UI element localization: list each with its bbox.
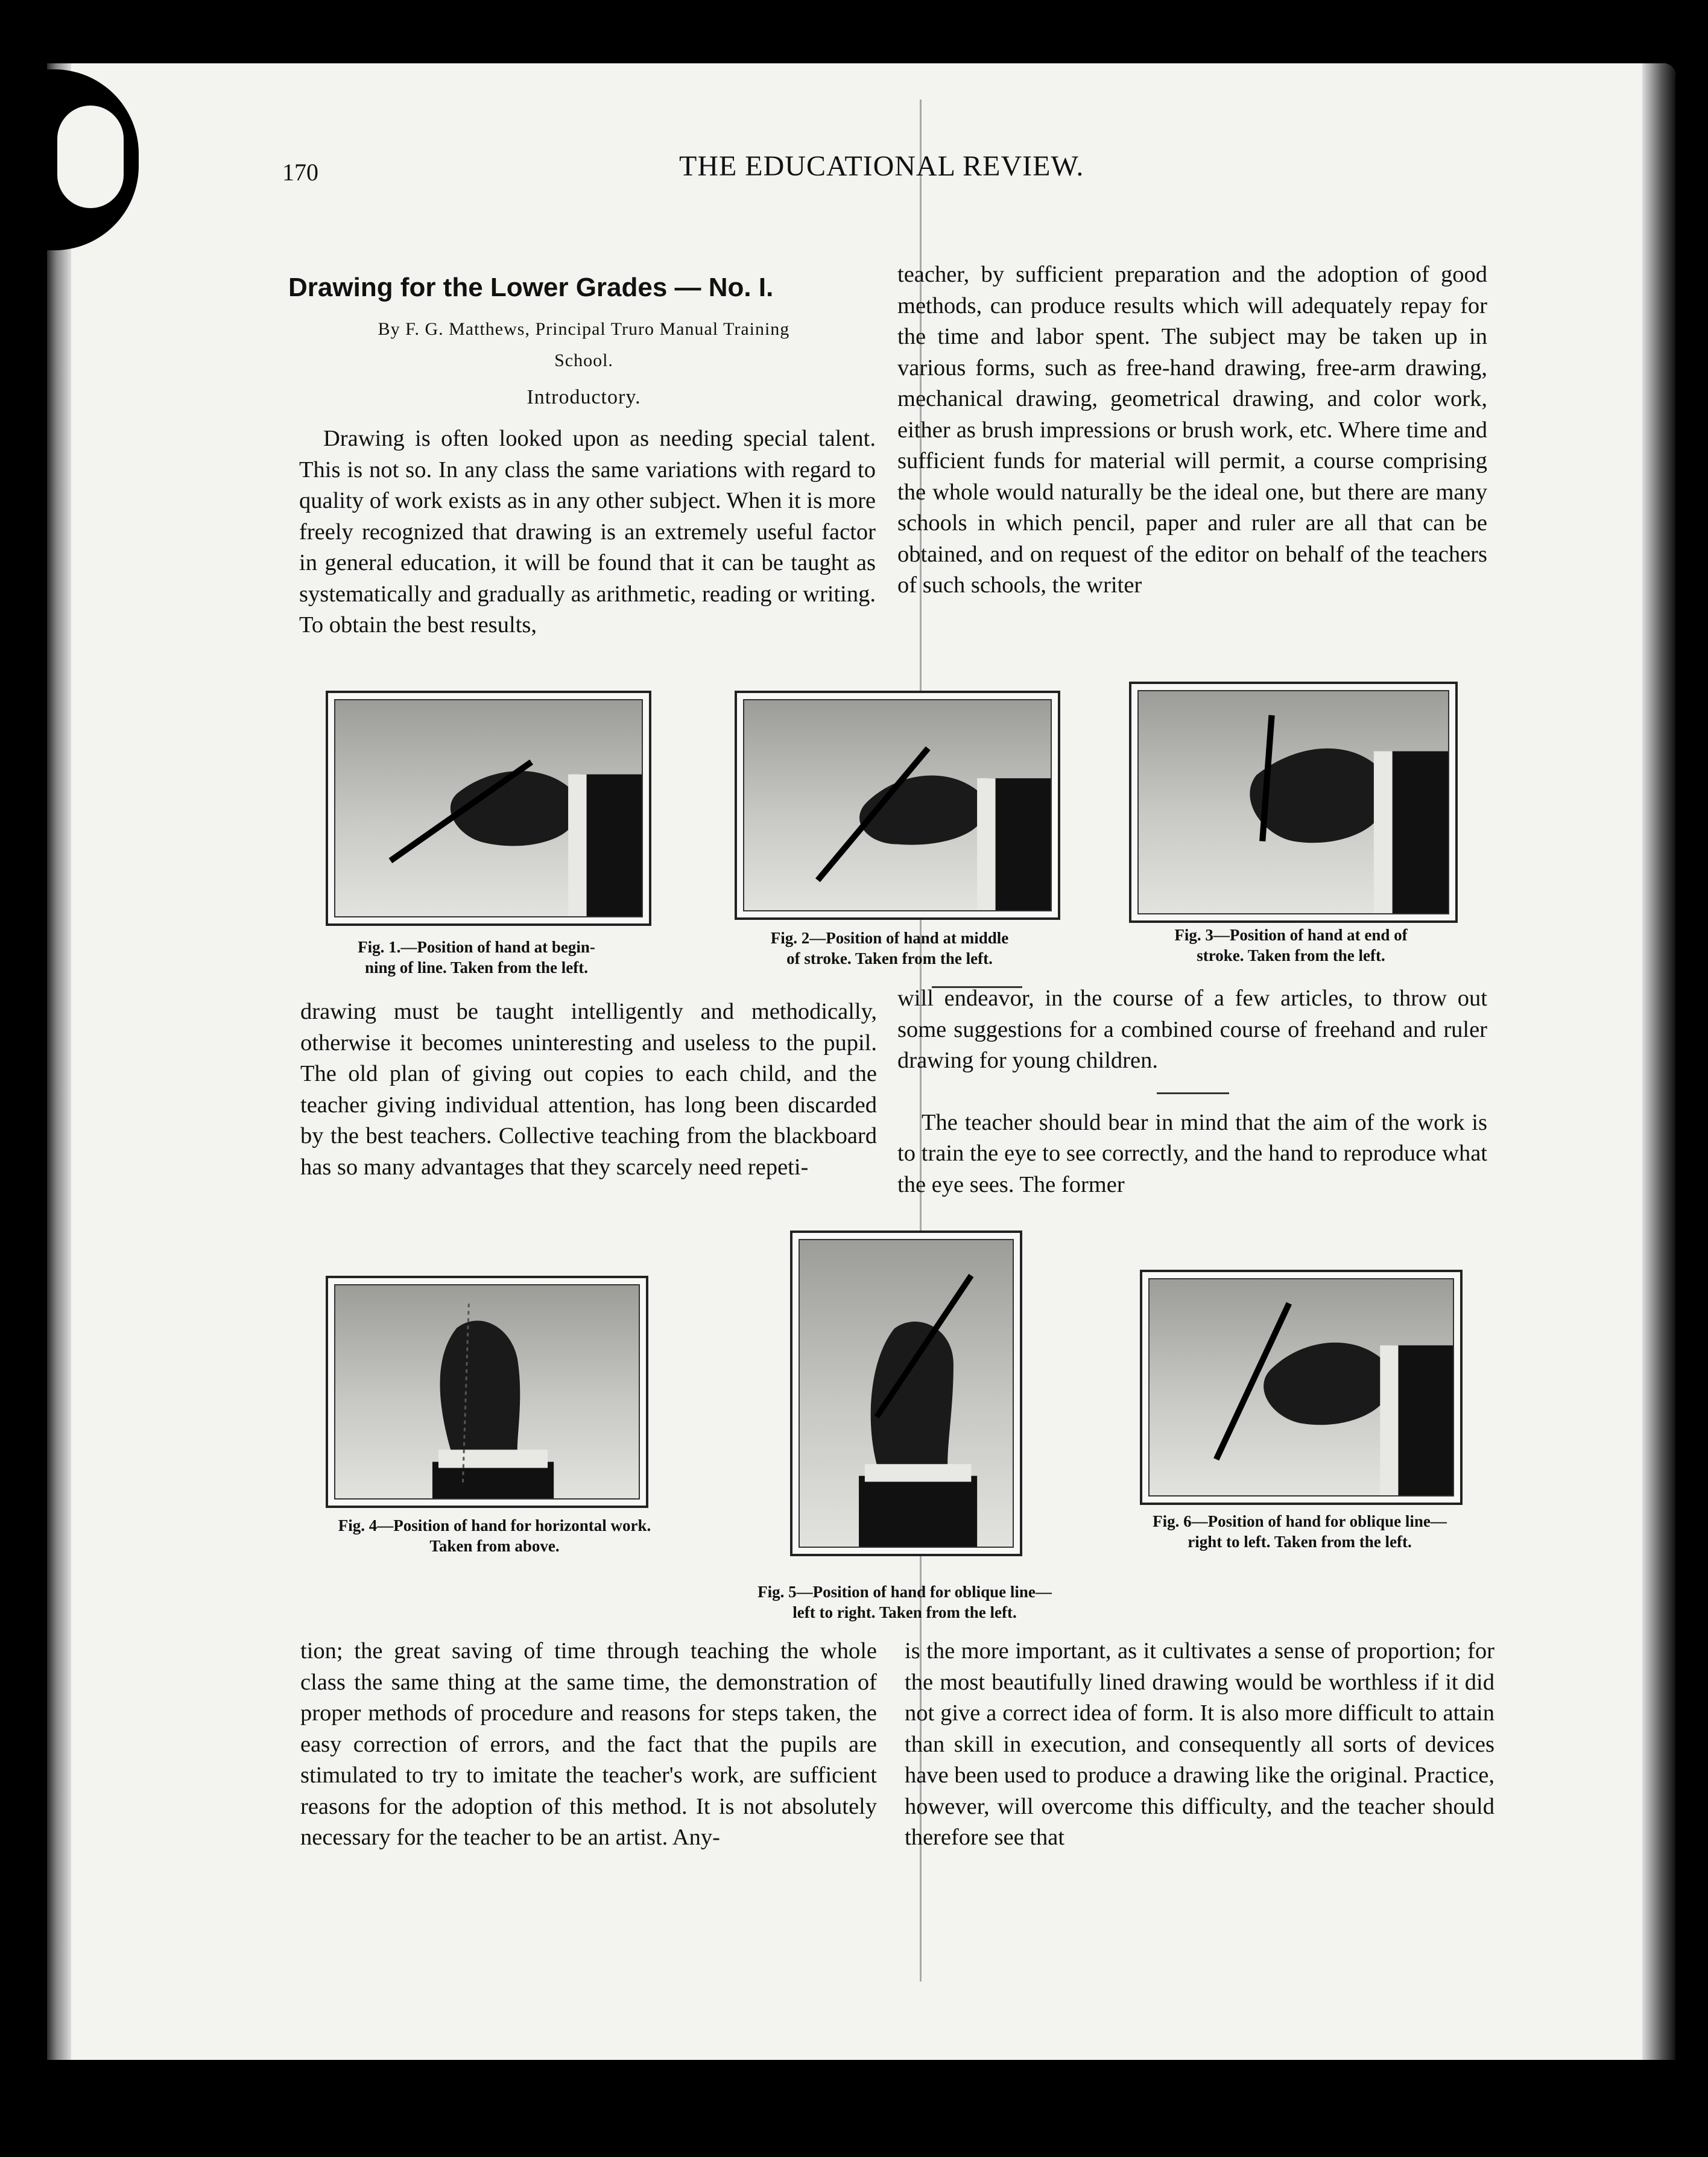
column-3-text [300, 996, 877, 1183]
byline-line-2: School. [554, 350, 613, 370]
paragraph: will endeavor, in the course of a few articles, to throw out some suggestions for a combined course of freehand and ruler drawing for young children. [897, 986, 1487, 1073]
column-1-text [299, 423, 876, 641]
paragraph: The teacher should bear in mind that the aim of the work is to train the eye to see correctly, and the hand to reproduce what the eye sees. The former [897, 1109, 1487, 1197]
paragraph: is the more important, as it cultivates a sense of proportion; for the most beautifully lined drawing would be worthless if it did not give a correct idea of form. It is also more difficult to attain than skill in execution, and consequently all sorts of devices have been used to produce a drawing like the original. Practice, however, will overcome this difficulty, and the teacher should therefore see that [905, 1638, 1494, 1850]
paragraph: drawing must be taught intelligently and methodically, otherwise it becomes uninteresting and useless to the pupil. The old plan of giving out copies to each child, and the teacher giving individual attention, has long been discarded by the best teachers. Collective teaching from the blackboard has so many advantages that they scarcely need repeti- [300, 999, 877, 1180]
figure-2-photo [735, 691, 1060, 920]
byline [288, 314, 879, 376]
column-2-text [897, 259, 1487, 601]
page-edge-left [47, 63, 71, 2060]
paragraph: Drawing is often looked upon as needing special talent. This is not so. In any class the same variations with regard to quality of work exists as in any other subject. When it is more freely recognized that drawing is an extremely useful factor in general education, it will be found that it can be taught as systematically and gradually as arithmetic, reading or writing. To obtain the best results, [299, 426, 876, 638]
figure-5-photo [790, 1231, 1022, 1556]
column-6-text [905, 1636, 1494, 1854]
running-title: THE EDUCATIONAL REVIEW. [679, 150, 1084, 182]
separator-rule [1157, 1092, 1229, 1094]
byline-line-1: By F. G. Matthews, Principal Truro Manual Training [378, 319, 790, 339]
column-4-text [897, 983, 1487, 1200]
figure-4-caption: Fig. 4—Position of hand for horizontal work. Taken from above. [338, 1516, 651, 1555]
section-heading: Introductory. [527, 386, 641, 408]
paragraph: teacher, by sufficient preparation and the adoption of good methods, can produce results which will adequately repay for the time and labor spent. The subject may be taken up in various forms, such as free-hand drawing, free-arm drawing, mechanical drawing, geometrical drawing, and color work, either as brush impressions or brush work, etc. Where time and sufficient funds for material will permit, a course comprising the whole would naturally be the ideal one, but there are many schools in which pencil, paper and ruler are all that can be obtained, and on request of the editor on behalf of the teachers of such schools, the writer [897, 262, 1487, 598]
paragraph: tion; the great saving of time through teaching the whole class the same thing at the same time, the demonstration of proper methods of procedure and reasons for steps taken, the easy correction of errors, and the fact that the pupils are stimulated to try to imitate the teacher's work, are sufficient reasons for the adoption of this method. It is not absolutely necessary for the teacher to be an artist. Any- [300, 1638, 877, 1850]
figure-6-caption: Fig. 6—Position of hand for oblique line— right to left. Taken from the left. [1153, 1512, 1447, 1551]
figure-2-caption: Fig. 2—Position of hand at middle of stroke. Taken from the left. [770, 929, 1009, 968]
article-title: Drawing for the Lower Grades — No. I. [288, 273, 774, 302]
column-5-text [300, 1636, 877, 1854]
page-number: 170 [282, 159, 318, 186]
figure-1-caption: Fig. 1.—Position of hand at begin- ning of line. Taken from the left. [358, 938, 595, 977]
figure-6-photo [1140, 1270, 1463, 1505]
figure-1-photo [326, 691, 651, 926]
figure-5-caption: Fig. 5—Position of hand for oblique line— left to right. Taken from the left. [758, 1583, 1052, 1621]
figure-4-photo [326, 1276, 648, 1508]
page-edge-right [1642, 63, 1675, 2060]
figure-3-photo [1129, 682, 1458, 923]
figure-3-caption: Fig. 3—Position of hand at end of stroke. Taken from the left. [1174, 926, 1408, 964]
